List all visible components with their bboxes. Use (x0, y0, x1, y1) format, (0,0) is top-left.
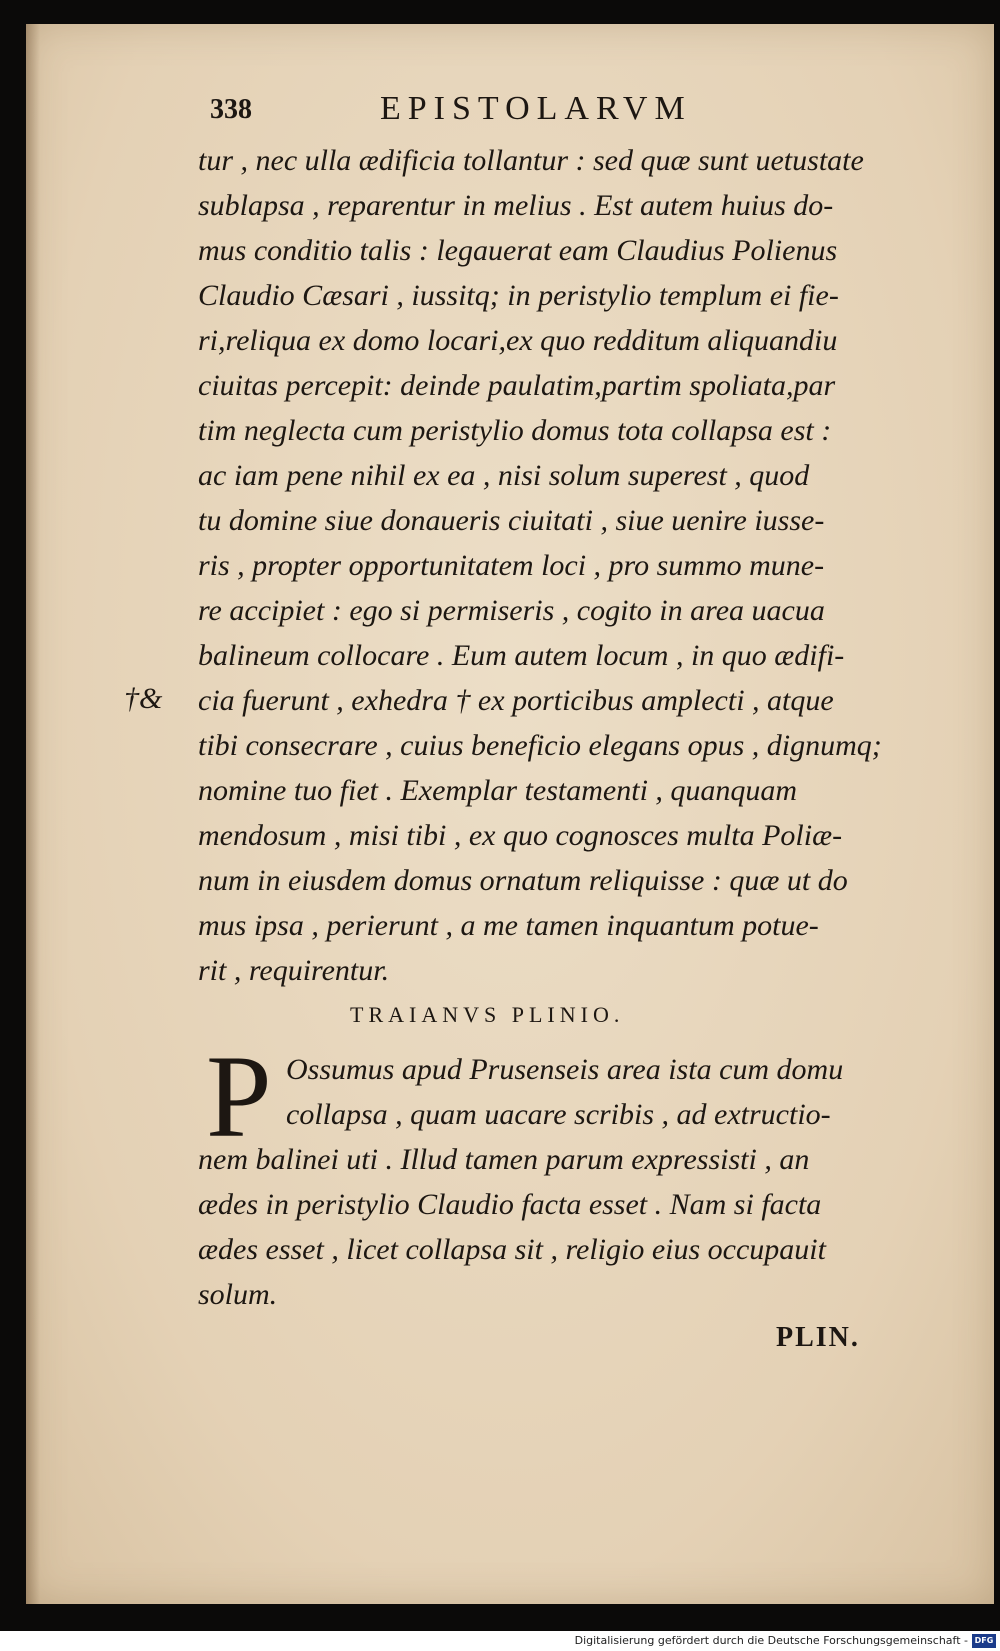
footer-credit: Digitalisierung gefördert durch die Deutsche Forschungsgemeinschaft - (574, 1634, 968, 1647)
letter-heading: TRAIANVS PLINIO. (350, 1002, 625, 1027)
text-line: re accipiet : ego si permiseris , cogito in area uacua (198, 594, 825, 627)
text-line: rit , requirentur. (198, 954, 390, 987)
text-line: ædes in peristylio Claudio facta esset . Nam si facta (198, 1188, 822, 1221)
text-line: ri,reliqua ex domo locari,ex quo redditum aliquandiu (198, 324, 838, 357)
page-spine-shadow (26, 24, 40, 1604)
text-line: ris , propter opportunitatem loci , pro summo mune- (198, 549, 825, 582)
text-line: collapsa , quam uacare scribis , ad extructio- (286, 1098, 831, 1131)
text-line: Claudio Cæsari , iussitq; in peristylio templum ei fie- (198, 279, 839, 312)
digitization-footer (0, 1631, 1000, 1651)
text-line: mendosum , misi tibi , ex quo cognosces multa Poliæ- (198, 819, 843, 852)
page-number: 338 (210, 94, 252, 125)
text-line: Ossumus apud Prusenseis area ista cum domu (286, 1053, 844, 1086)
text-line: solum. (198, 1278, 278, 1311)
text-line: sublapsa , reparentur in melius . Est autem huius do- (198, 189, 834, 222)
running-title: EPISTOLARVM (380, 90, 692, 127)
text-line: num in eiusdem domus ornatum reliquisse : quæ ut do (198, 864, 848, 897)
text-line: tim neglecta cum peristylio domus tota collapsa est : (198, 414, 832, 447)
text-line: tibi consecrare , cuius beneficio elegans opus , dignumq; (198, 729, 882, 762)
reply-text (198, 1047, 878, 1317)
text-line: ac iam pene nihil ex ea , nisi solum superest , quod (198, 459, 810, 492)
page-header (210, 72, 830, 132)
text-line: mus conditio talis : legauerat eam Claudius Polienus (198, 234, 838, 267)
text-line: mus ipsa , perierunt , a me tamen inquantum potue- (198, 909, 819, 942)
text-line: tur , nec ulla ædificia tollantur : sed quæ sunt uetustate (198, 144, 864, 177)
text-line: balineum collocare . Eum autem locum , in quo ædifi- (198, 639, 845, 672)
drop-cap: P (206, 1031, 272, 1162)
catchword: PLIN. (776, 1322, 860, 1353)
text-line: nem balinei uti . Illud tamen parum expressisti , an (198, 1143, 810, 1176)
text-line: nomine tuo fiet . Exemplar testamenti , quanquam (198, 774, 798, 807)
text-line: tu domine siue donaueris ciuitati , siue uenire iusse- (198, 504, 825, 537)
marginal-note: †& (124, 682, 163, 715)
text-line: cia fuerunt , exhedra † ex porticibus amplecti , atque (198, 684, 834, 717)
dfg-logo-icon: DFG (972, 1634, 996, 1648)
text-line: ciuitas percepit: deinde paulatim,partim spoliata,par (198, 369, 836, 402)
letter-text (198, 138, 882, 993)
text-line: ædes esset , licet collapsa sit , religio eius occupauit (198, 1233, 826, 1266)
